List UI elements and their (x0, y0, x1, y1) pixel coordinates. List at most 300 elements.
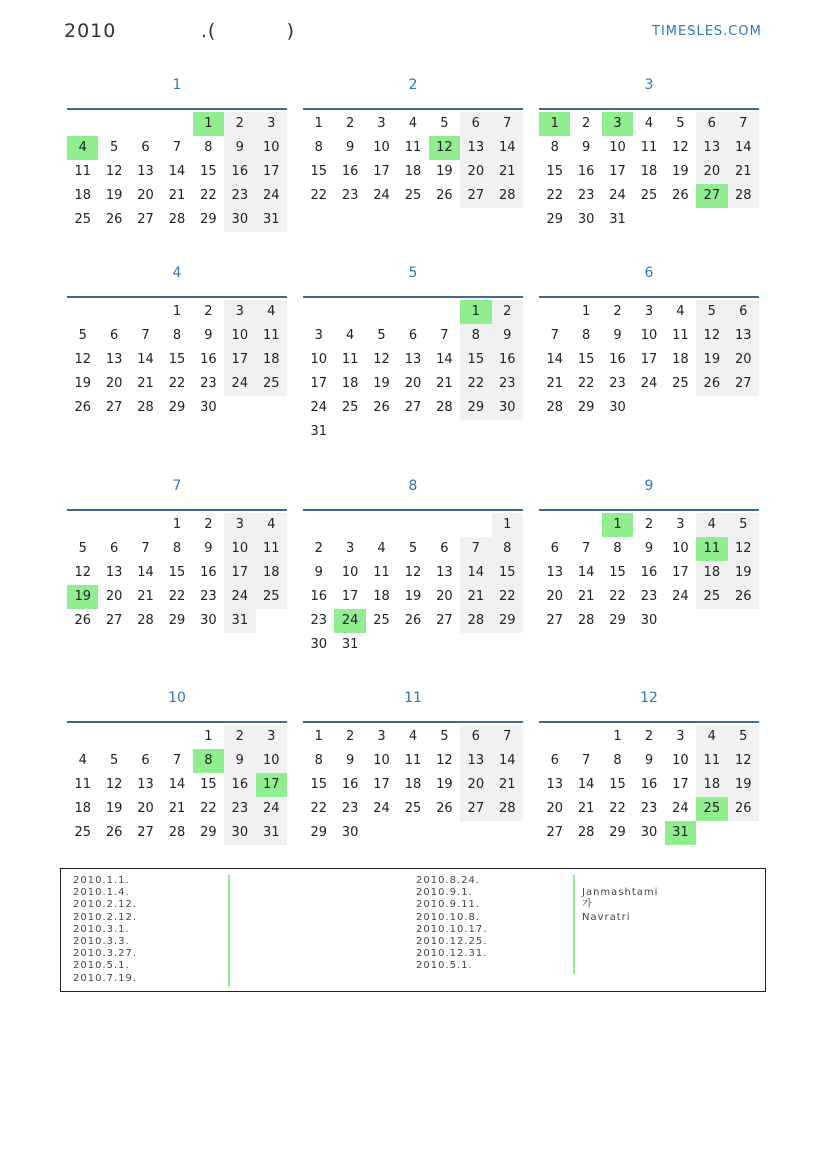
day-cell: 28 (728, 184, 759, 208)
day-cell: 7 (141, 541, 150, 556)
day-cell: 27 (105, 400, 123, 415)
day-grid (539, 300, 759, 420)
month-rule (67, 296, 287, 298)
day-cell: 2 (644, 517, 654, 532)
day-cell: 19 (672, 164, 689, 179)
holiday-legend (60, 868, 766, 992)
day-cell: 18 (74, 188, 91, 203)
holiday-day-cell: 1 (602, 513, 633, 537)
holiday-day-cell: 1 (539, 112, 570, 136)
day-cell: 6 (109, 328, 119, 343)
day-cell: 25 (373, 613, 390, 628)
day-cell: 10 (341, 565, 359, 580)
empty-cell (366, 300, 397, 324)
day-cell: 5 (728, 725, 759, 749)
day-cell: 9 (644, 753, 654, 768)
day-grid (303, 300, 523, 444)
day-cell: 19 (728, 561, 759, 585)
day-cell: 31 (310, 424, 327, 439)
day-cell: 6 (440, 541, 449, 556)
day-cell: 24 (256, 797, 287, 821)
month-rule (303, 721, 523, 723)
day-cell: 21 (137, 376, 154, 391)
day-cell: 14 (168, 164, 186, 179)
holiday-day-cell: 8 (193, 749, 224, 773)
day-cell: 29 (310, 825, 327, 840)
day-cell: 22 (168, 589, 186, 604)
day-cell: 31 (256, 821, 287, 845)
day-cell: 22 (460, 372, 491, 396)
legend-left-divider (228, 875, 230, 987)
day-cell: 6 (728, 300, 759, 324)
day-cell: 15 (168, 565, 186, 580)
day-cell: 3 (256, 112, 287, 136)
day-cell: 29 (546, 212, 563, 227)
day-cell: 6 (696, 112, 727, 136)
legend-entry (582, 875, 658, 887)
day-cell: 11 (373, 565, 390, 580)
day-cell: 8 (492, 537, 523, 561)
day-cell: 2 (204, 304, 213, 319)
day-cell: 19 (728, 773, 759, 797)
legend-entry: Janmashtami (582, 887, 659, 899)
day-cell: 11 (341, 352, 359, 367)
day-cell: 22 (546, 188, 563, 203)
day-cell: 22 (609, 589, 626, 604)
day-cell: 11 (74, 777, 91, 792)
day-cell: 3 (676, 517, 685, 532)
day-cell: 17 (640, 352, 658, 367)
legend-entry: 2010.3.1. (73, 923, 130, 935)
day-cell: 17 (224, 348, 255, 372)
day-cell: 17 (256, 160, 287, 184)
day-cell: 10 (640, 328, 658, 343)
day-cell: 23 (609, 376, 626, 391)
day-cell: 15 (609, 565, 626, 580)
day-cell: 19 (74, 376, 91, 391)
day-cell: 9 (581, 140, 591, 155)
day-cell: 6 (408, 328, 418, 343)
day-cell: 2 (224, 725, 255, 749)
day-cell: 19 (436, 777, 453, 792)
day-cell: 20 (137, 188, 154, 203)
day-cell: 25 (404, 188, 422, 203)
day-cell: 22 (200, 188, 217, 203)
day-cell: 10 (256, 136, 287, 160)
legend-entry (582, 948, 658, 960)
day-cell: 24 (224, 585, 255, 609)
day-cell: 21 (492, 773, 523, 797)
day-cell: 5 (728, 513, 759, 537)
day-cell: 15 (200, 777, 217, 792)
day-grid (303, 513, 523, 657)
holiday-day-cell: 31 (665, 821, 696, 845)
day-cell: 21 (436, 376, 453, 391)
day-cell: 23 (310, 613, 327, 628)
day-cell: 20 (404, 376, 422, 391)
day-grid (303, 112, 523, 208)
day-cell: 28 (168, 212, 186, 227)
day-cell: 5 (78, 328, 87, 343)
day-cell: 4 (408, 116, 418, 131)
day-cell: 9 (224, 136, 255, 160)
holiday-day-cell: 17 (256, 773, 287, 797)
day-cell: 29 (609, 825, 626, 840)
day-cell: 18 (256, 561, 287, 585)
day-cell: 6 (550, 541, 559, 556)
day-grid (539, 725, 759, 845)
day-cell: 30 (200, 400, 217, 415)
day-cell: 5 (109, 140, 119, 155)
day-cell: 7 (550, 328, 559, 343)
holiday-day-cell: 3 (602, 112, 633, 136)
day-cell: 1 (204, 729, 213, 744)
day-cell: 5 (676, 116, 685, 131)
day-cell: 25 (672, 376, 689, 391)
day-cell: 4 (676, 304, 685, 319)
day-cell: 5 (109, 753, 119, 768)
empty-cell (161, 112, 192, 136)
day-cell: 19 (105, 801, 123, 816)
day-cell: 30 (200, 613, 217, 628)
empty-cell (429, 300, 460, 324)
month-rule (539, 296, 759, 298)
day-cell: 7 (492, 725, 523, 749)
day-cell: 23 (224, 797, 255, 821)
day-cell: 23 (640, 589, 658, 604)
legend-entry (237, 960, 241, 972)
day-cell: 21 (168, 801, 186, 816)
day-cell: 30 (640, 825, 658, 840)
empty-cell (570, 513, 601, 537)
month-title: 12 (640, 690, 658, 706)
day-cell: 8 (460, 324, 491, 348)
day-cell: 20 (728, 348, 759, 372)
day-cell: 21 (546, 376, 563, 391)
day-cell: 14 (137, 352, 154, 367)
legend-entry: 2010.5.1. (416, 960, 473, 972)
day-cell: 27 (728, 372, 759, 396)
legend-left-names (237, 875, 241, 985)
legend-entry: 2010.7.19. (73, 972, 138, 984)
day-cell: 28 (436, 400, 453, 415)
day-cell: 14 (460, 561, 491, 585)
month-title: 4 (172, 265, 182, 281)
month-title: 6 (644, 265, 654, 281)
day-cell: 18 (672, 352, 689, 367)
day-cell: 16 (224, 773, 255, 797)
legend-entry: 2010.9.11. (416, 899, 481, 911)
month-8 (303, 471, 523, 657)
legend-entry (237, 912, 241, 924)
day-cell: 26 (74, 400, 91, 415)
month-12 (539, 683, 759, 845)
day-cell: 18 (74, 801, 91, 816)
legend-entry (237, 924, 241, 936)
day-cell: 29 (200, 825, 217, 840)
day-cell: 15 (609, 777, 626, 792)
day-cell: 5 (696, 300, 727, 324)
holiday-day-cell: 27 (696, 184, 727, 208)
day-cell: 23 (200, 589, 217, 604)
day-cell: 28 (168, 825, 186, 840)
day-cell: 24 (224, 372, 255, 396)
day-cell: 28 (137, 613, 154, 628)
day-cell: 16 (341, 164, 359, 179)
day-cell: 14 (577, 565, 595, 580)
day-cell: 29 (460, 396, 491, 420)
month-rule (67, 108, 287, 110)
month-title: 2 (408, 77, 418, 93)
day-cell: 12 (728, 749, 759, 773)
day-cell: 21 (460, 585, 491, 609)
month-rule (539, 509, 759, 511)
empty-cell (397, 513, 428, 537)
day-cell: 28 (460, 609, 491, 633)
month-title: 5 (408, 265, 418, 281)
month-title: 3 (644, 77, 654, 93)
day-cell: 23 (640, 801, 658, 816)
day-cell: 23 (341, 188, 359, 203)
day-cell: 4 (696, 513, 727, 537)
day-cell: 1 (314, 116, 323, 131)
day-cell: 30 (577, 212, 595, 227)
legend-entry (582, 936, 658, 948)
legend-entry (237, 973, 241, 985)
day-cell: 14 (546, 352, 563, 367)
empty-cell (334, 300, 365, 324)
day-cell: 2 (644, 729, 654, 744)
day-cell: 14 (492, 136, 523, 160)
day-cell: 28 (577, 825, 595, 840)
day-cell: 31 (256, 208, 287, 232)
month-5 (303, 258, 523, 444)
empty-cell (67, 112, 98, 136)
day-cell: 30 (492, 396, 523, 420)
day-cell: 28 (577, 613, 595, 628)
day-cell: 12 (105, 164, 123, 179)
day-cell: 7 (581, 541, 591, 556)
month-rule (67, 509, 287, 511)
day-cell: 17 (341, 589, 359, 604)
day-cell: 5 (440, 116, 449, 131)
day-cell: 16 (200, 565, 217, 580)
month-rule (539, 108, 759, 110)
day-cell: 21 (577, 801, 595, 816)
day-cell: 15 (310, 777, 327, 792)
day-cell: 3 (644, 304, 654, 319)
holiday-day-cell: 11 (696, 537, 727, 561)
month-title: 9 (644, 478, 654, 494)
month-11 (303, 683, 523, 845)
day-cell: 9 (345, 140, 355, 155)
day-cell: 17 (609, 164, 626, 179)
day-cell: 21 (577, 589, 595, 604)
legend-right-dates (416, 875, 487, 973)
day-grid (539, 513, 759, 633)
day-cell: 23 (577, 188, 595, 203)
day-cell: 16 (640, 565, 658, 580)
day-cell: 19 (404, 589, 422, 604)
day-cell: 18 (404, 164, 422, 179)
brand-logo-text[interactable]: TIMESLES.COM (652, 24, 762, 39)
day-cell: 2 (224, 112, 255, 136)
legend-entry (237, 899, 241, 911)
day-cell: 2 (345, 116, 355, 131)
day-cell: 4 (408, 729, 418, 744)
day-cell: 1 (314, 729, 323, 744)
day-cell: 27 (436, 613, 453, 628)
day-cell: 9 (345, 753, 355, 768)
legend-right-names (582, 875, 658, 973)
day-cell: 20 (696, 160, 727, 184)
day-cell: 10 (672, 753, 689, 768)
day-cell: 17 (224, 561, 255, 585)
day-cell: 12 (696, 324, 727, 348)
legend-entry: 2010.8.24. (416, 875, 481, 886)
day-cell: 2 (581, 116, 591, 131)
day-cell: 2 (314, 541, 323, 556)
day-cell: 16 (609, 352, 626, 367)
day-cell: 5 (408, 541, 418, 556)
day-cell: 22 (310, 801, 327, 816)
month-rule (67, 721, 287, 723)
day-cell: 28 (137, 400, 154, 415)
day-cell: 16 (310, 589, 327, 604)
day-cell: 13 (105, 565, 123, 580)
day-cell: 19 (105, 188, 123, 203)
empty-cell (130, 513, 161, 537)
day-cell: 9 (224, 749, 255, 773)
day-cell: 17 (373, 777, 390, 792)
day-cell: 18 (696, 773, 727, 797)
day-cell: 26 (74, 613, 91, 628)
day-cell: 18 (696, 561, 727, 585)
legend-entry: 2010.10.8. (416, 911, 481, 923)
legend-entry: 2010.3.27. (73, 948, 138, 960)
empty-cell (98, 300, 129, 324)
day-cell: 10 (310, 352, 327, 367)
holiday-day-cell: 24 (334, 609, 365, 633)
day-cell: 16 (492, 348, 523, 372)
day-cell: 25 (341, 400, 359, 415)
legend-entry: 2010.1.4. (73, 887, 130, 899)
day-cell: 11 (256, 537, 287, 561)
holiday-day-cell: 12 (429, 136, 460, 160)
page-title: 2010 .( ) (64, 20, 296, 42)
day-cell: 24 (672, 589, 689, 604)
day-cell: 17 (310, 376, 327, 391)
day-cell: 7 (440, 328, 449, 343)
day-cell: 27 (404, 400, 422, 415)
empty-cell (397, 300, 428, 324)
month-4 (67, 258, 287, 420)
day-cell: 13 (696, 136, 727, 160)
day-cell: 13 (137, 164, 154, 179)
day-cell: 17 (672, 777, 689, 792)
day-cell: 24 (640, 376, 658, 391)
day-grid (67, 112, 287, 232)
day-cell: 6 (460, 725, 491, 749)
day-cell: 13 (436, 565, 453, 580)
day-cell: 18 (373, 589, 390, 604)
day-cell: 24 (373, 188, 390, 203)
legend-entry (237, 936, 241, 948)
day-cell: 28 (492, 184, 523, 208)
day-cell: 25 (696, 585, 727, 609)
day-cell: 10 (224, 324, 255, 348)
day-cell: 24 (609, 188, 626, 203)
day-cell: 8 (581, 328, 591, 343)
day-cell: 3 (314, 328, 323, 343)
day-cell: 3 (224, 513, 255, 537)
day-cell: 25 (74, 212, 91, 227)
day-cell: 1 (613, 729, 622, 744)
day-cell: 20 (105, 376, 123, 391)
day-cell: 4 (256, 513, 287, 537)
day-cell: 20 (436, 589, 453, 604)
day-cell: 22 (200, 801, 217, 816)
day-cell: 13 (728, 324, 759, 348)
empty-cell (539, 725, 570, 749)
day-cell: 21 (728, 160, 759, 184)
day-cell: 27 (137, 212, 154, 227)
day-cell: 13 (404, 352, 422, 367)
day-cell: 4 (78, 753, 87, 768)
day-cell: 1 (492, 513, 523, 537)
day-cell: 11 (74, 164, 91, 179)
day-cell: 1 (172, 517, 182, 532)
day-cell: 6 (109, 541, 119, 556)
empty-cell (130, 300, 161, 324)
day-cell: 4 (696, 725, 727, 749)
empty-cell (130, 112, 161, 136)
day-cell: 30 (640, 613, 658, 628)
day-cell: 3 (224, 300, 255, 324)
day-cell: 8 (613, 753, 622, 768)
day-cell: 18 (404, 777, 422, 792)
day-cell: 2 (613, 304, 622, 319)
day-cell: 11 (696, 749, 727, 773)
day-cell: 17 (672, 565, 689, 580)
day-cell: 3 (676, 729, 685, 744)
legend-entry: 2010.5.1. (73, 960, 130, 972)
month-1 (67, 70, 287, 232)
legend-entry: 2010.2.12. (73, 899, 138, 911)
day-cell: 24 (373, 801, 390, 816)
day-cell: 30 (224, 208, 255, 232)
day-cell: 4 (377, 541, 386, 556)
day-cell: 6 (550, 753, 559, 768)
day-cell: 23 (200, 376, 217, 391)
empty-cell (429, 513, 460, 537)
day-cell: 16 (200, 352, 217, 367)
day-cell: 27 (137, 825, 154, 840)
day-cell: 31 (224, 609, 255, 633)
day-cell: 13 (105, 352, 123, 367)
legend-entry (237, 948, 241, 960)
empty-cell (67, 725, 98, 749)
day-grid (67, 300, 287, 420)
day-cell: 31 (341, 637, 359, 652)
day-cell: 26 (436, 801, 453, 816)
day-cell: 29 (200, 212, 217, 227)
day-cell: 2 (345, 729, 355, 744)
day-cell: 13 (460, 136, 491, 160)
day-cell: 8 (314, 753, 323, 768)
day-cell: 8 (172, 541, 182, 556)
day-cell: 12 (105, 777, 123, 792)
